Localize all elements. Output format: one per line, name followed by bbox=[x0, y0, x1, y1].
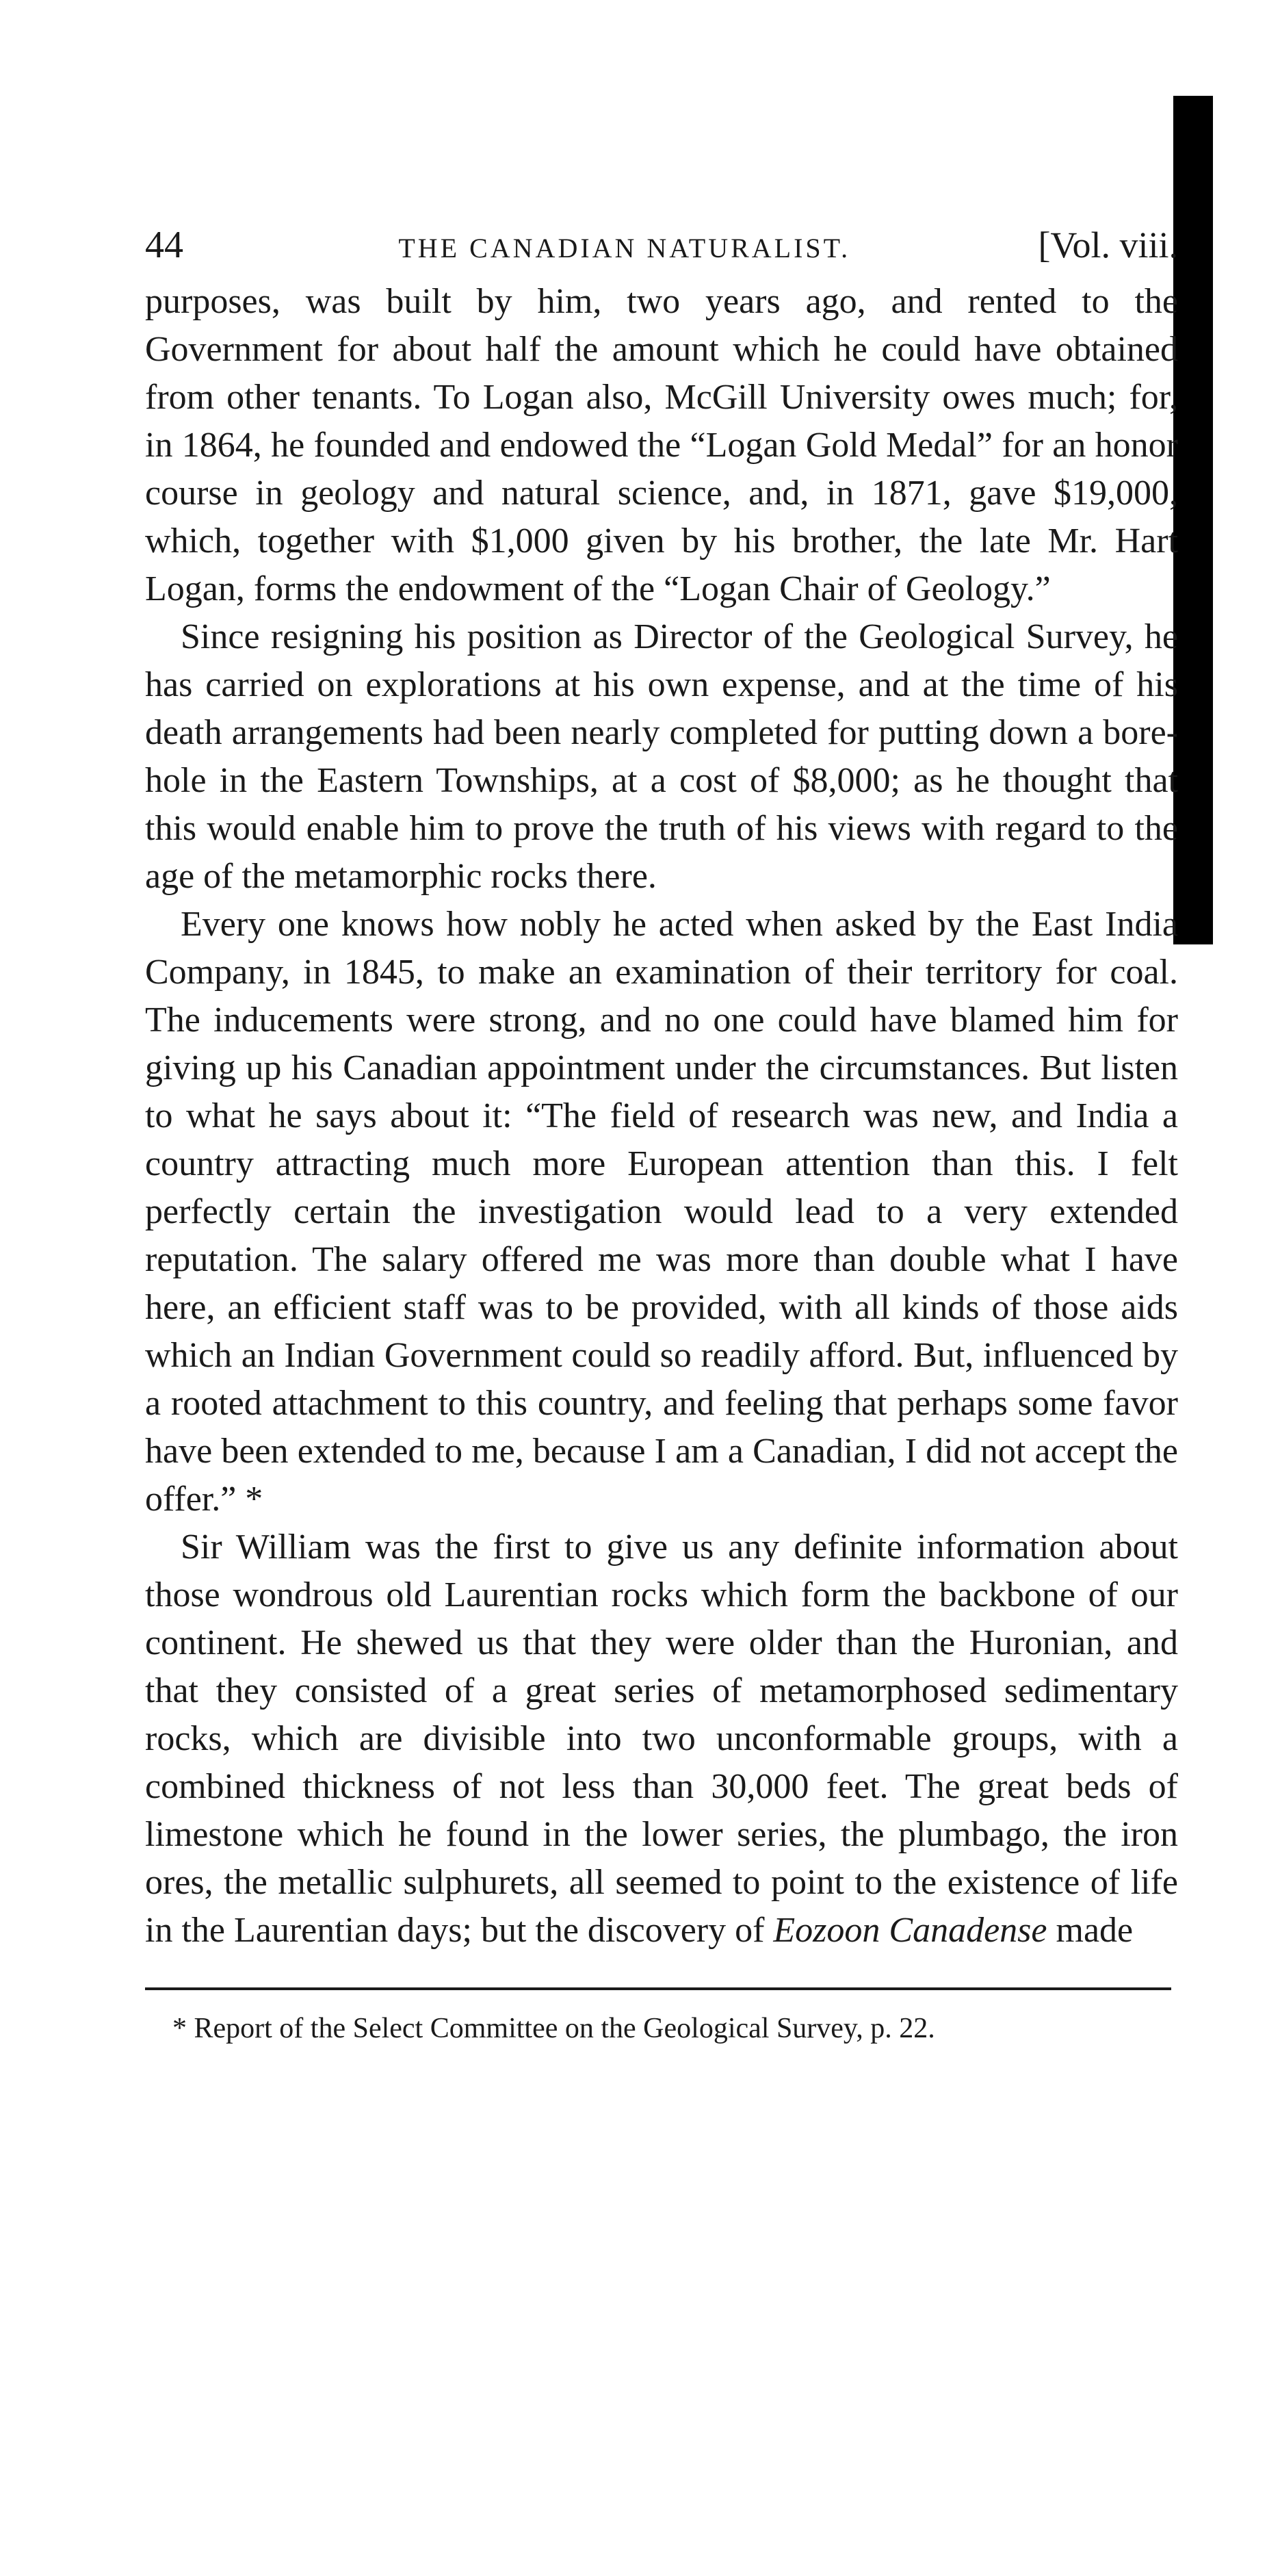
book-page bbox=[145, 218, 1178, 2048]
scan-edge-shadow bbox=[1173, 96, 1213, 944]
paragraph-bore-hole: Since resigning his position as Director of the Geological Survey, he has carried on explorations at his own expense, and at the time of his death arrangements had been nearly completed for putting down a bore-hole in the Eastern Townships, at a cost of $8,000; as he thought that this would enable him to prove the truth of his views with regard to the age of the metamorphic rocks there. bbox=[145, 617, 1178, 896]
footnote-divider bbox=[145, 1987, 1171, 1990]
volume-label: [Vol. viii. bbox=[1038, 224, 1178, 266]
paragraph-continuation: purposes, was built by him, two years ago, and rented to the Government for about half the amount which he could have obtained from other tenants. To Logan also, McGill University owes much; for, in 1864, he founded and endowed the “Logan Gold Medal” for an honor course in geology and natural science, and, in 1871, gave $19,000, which, together with $1,000 given by his brother, the late Mr. Hart Logan, forms the endowment of the “Logan Chair of Geology.” bbox=[145, 282, 1178, 608]
eozoon-name: Eozoon Canadense bbox=[773, 1911, 1047, 1950]
paragraph-laurentian-tail: made bbox=[1047, 1911, 1134, 1950]
paragraph-laurentian bbox=[145, 1523, 1178, 1955]
footnote: * Report of the Select Committee on the Geological Survey, p. 22. bbox=[172, 2013, 935, 2044]
body-text bbox=[145, 278, 1178, 1955]
running-title: THE CANADIAN NATURALIST. bbox=[398, 233, 851, 263]
running-head bbox=[145, 218, 1178, 272]
page-number: 44 bbox=[145, 224, 183, 266]
paragraph-laurentian-text: Sir William was the first to give us any definite information about those wondrous old Laurentian rocks which form the backbone of our continent. He shewed us that they were older than the Huronian, and that they consisted of a great series of metamorphosed sedimentary rocks, which are divisible into two unconformable groups, with a combined thickness of not less than 30,000 feet. The great beds of limestone which he found in the lower series, the plumbago, the iron ores, the metallic sulphurets, all seemed to point to the existence of life in the Laurentian days; but the discovery of bbox=[145, 1528, 1178, 1950]
paragraph-east-india: Every one knows how nobly he acted when asked by the East India Company, in 1845, to make an examination of their territory for coal. The inducements were strong, and no one could have blamed him for giving up his Canadian appointment under the circumstances. But listen to what he says about it: “The field of research was new, and India a country attracting much more European attention than this. I felt perfectly certain the investigation would lead to a very extended reputation. The salary offered me was more than double what I have here, an efficient staff was to be provided, with all kinds of those aids which an Indian Government could so readily afford. But, influenced by a rooted attachment to this country, and feeling that perhaps some favor have been extended to me, because I am a Canadian, I did not accept the offer.” * bbox=[145, 905, 1178, 1519]
